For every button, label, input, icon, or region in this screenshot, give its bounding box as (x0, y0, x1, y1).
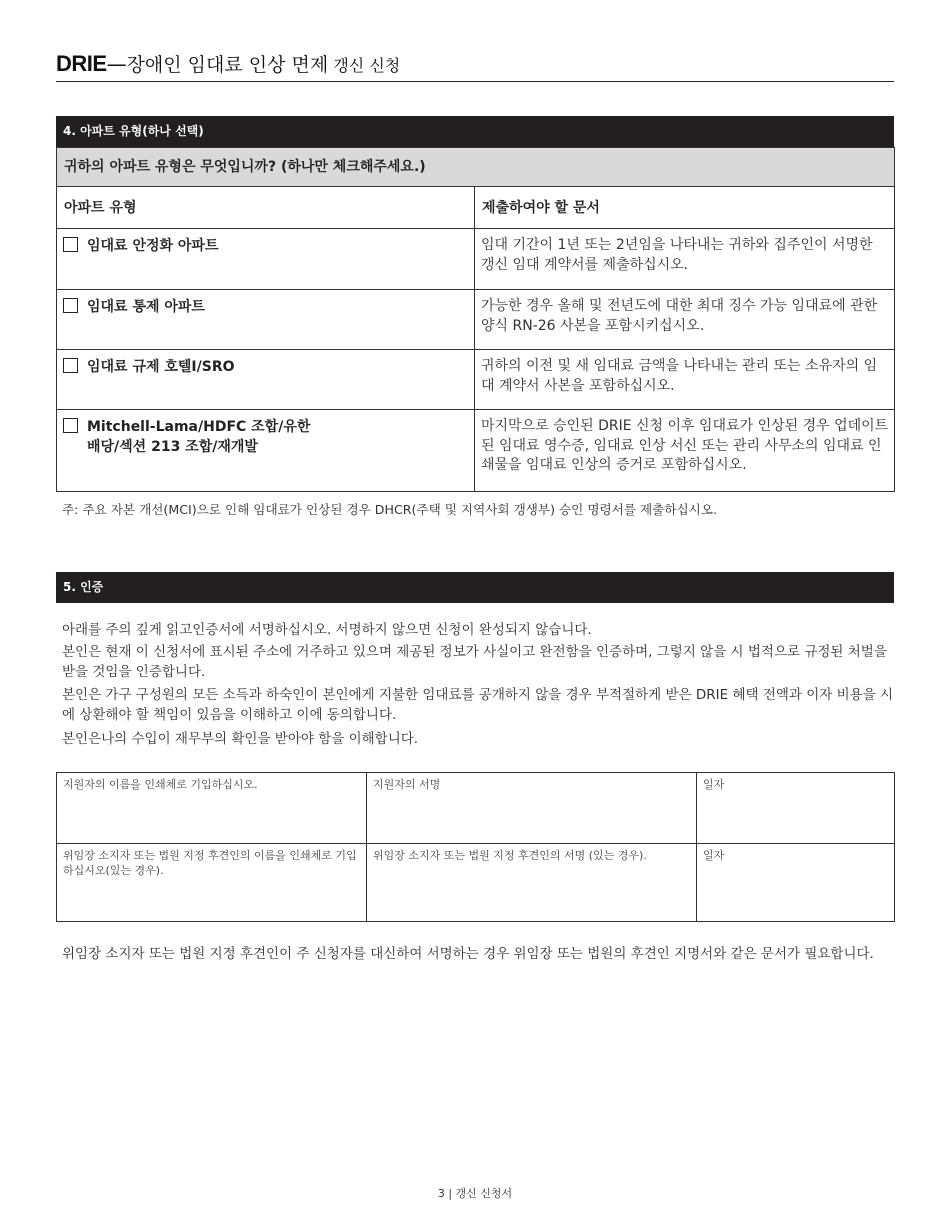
page-header (56, 50, 894, 82)
mitchell-lama-checkbox[interactable] (63, 418, 78, 433)
poa-signature-field[interactable] (367, 844, 697, 922)
rent-stabilized-checkbox[interactable] (63, 237, 78, 252)
signature-table (56, 772, 895, 922)
certification-statement-verification: 본인은나의 수입이 재무부의 확인을 받아야 함을 이해합니다. (62, 731, 419, 747)
section-5-header: 5. 인증 (56, 572, 894, 603)
field-label: 지원자의 서명 (373, 778, 441, 791)
applicant-signature-field[interactable] (367, 773, 697, 844)
apartment-type-table (56, 147, 895, 492)
required-docs: 마지막으로 승인된 DRIE 신청 이후 임대료가 인상된 경우 업데이트된 임대료 영수증, 임대료 인상 서신 또는 관리 사무소의 임대료 인쇄물을 임대료 인상의 증거로 포함하십시오. (475, 410, 895, 492)
option-rent-regulated-hotel[interactable] (57, 350, 475, 410)
required-docs: 가능한 경우 올해 및 전년도에 대한 최대 징수 가능 임대료에 관한 양식 RN-26 사본을 포함시키십시오. (475, 290, 895, 350)
page-number: 3 | 갱신 신청서 (437, 1187, 513, 1200)
option-label: 임대료 통제 아파트 (87, 299, 205, 315)
brand-title: DRIE (56, 51, 107, 76)
rent-regulated-hotel-checkbox[interactable] (63, 358, 78, 373)
field-label: 위임장 소지자 또는 법원 지정 후견인의 이름을 인쇄체로 기입하십시오(있는 경우). (63, 849, 357, 877)
page-title: 장애인 임대료 인상 면제 (126, 54, 329, 76)
certification-statement-residence: 본인은 현재 이 신청서에 표시된 주소에 거주하고 있으며 제공된 정보가 사실이고 완전함을 인증하며, 그렇지 않을 시 법적으로 규정된 처벌을 받을 것임을 인증합니다. (62, 644, 887, 680)
field-label: 위임장 소지자 또는 법원 지정 후견인의 서명 (있는 경우). (373, 849, 647, 862)
column-header-type: 아파트 유형 (57, 187, 475, 229)
option-label: 임대료 안정화 아파트 (87, 238, 219, 254)
apartment-question: 귀하의 아파트 유형은 무엇입니까? (하나만 체크해주세요.) (57, 148, 895, 187)
required-docs: 임대 기간이 1년 또는 2년임을 나타내는 귀하와 집주인이 서명한 갱신 임대 계약서를 제출하십시오. (475, 229, 895, 290)
applicant-date-field[interactable] (697, 773, 895, 844)
certification-statement-income: 본인은 가구 구성원의 모든 소득과 하숙인이 본인에게 지불한 임대료를 공개하지 않을 경우 부적절하게 받은 DRIE 혜택 전액과 이자 비용을 시에 상환해야 할 책임이 있음을 이해하고 이에 동의합니다. (62, 687, 894, 723)
page-subtitle: 갱신 신청 (333, 56, 401, 75)
poa-name-field[interactable] (57, 844, 367, 922)
mci-note: 주: 주요 자본 개선(MCI)으로 인해 임대료가 인상된 경우 DHCR(주택 및 지역사회 갱생부) 승인 명령서를 제출하십시오. (62, 502, 717, 517)
section-4-header: 4. 아파트 유형(하나 선택) (56, 116, 894, 147)
option-label-line1: Mitchell-Lama/HDFC 조합/유한 (87, 419, 311, 435)
title-dash: — (106, 52, 127, 76)
option-rent-controlled[interactable] (57, 290, 475, 350)
field-label: 일자 (703, 778, 725, 791)
certification-instruction: 아래를 주의 깊게 읽고인증서에 서명하십시오. 서명하지 않으면 신청이 완성되지 않습니다. (62, 622, 592, 638)
field-label: 일자 (703, 849, 725, 862)
column-header-docs: 제출하여야 할 문서 (475, 187, 895, 229)
field-label: 지원자의 이름을 인쇄체로 기입하십시오. (63, 778, 258, 791)
option-rent-stabilized[interactable] (57, 229, 475, 290)
applicant-name-field[interactable] (57, 773, 367, 844)
poa-date-field[interactable] (697, 844, 895, 922)
option-label: 임대료 규제 호텔I/SRO (87, 359, 235, 375)
option-mitchell-lama[interactable] (57, 410, 475, 492)
option-label-line2: 배당/섹션 213 조합/재개발 (87, 439, 258, 455)
rent-controlled-checkbox[interactable] (63, 298, 78, 313)
required-docs: 귀하의 이전 및 새 임대료 금액을 나타내는 관리 또는 소유자의 임대 계약서 사본을 포함하십시오. (475, 350, 895, 410)
option-label (87, 417, 310, 457)
poa-document-note: 위임장 소지자 또는 법원 지정 후견인이 주 신청자를 대신하여 서명하는 경우 위임장 또는 법원의 후견인 지명서와 같은 문서가 필요합니다. (62, 946, 874, 962)
